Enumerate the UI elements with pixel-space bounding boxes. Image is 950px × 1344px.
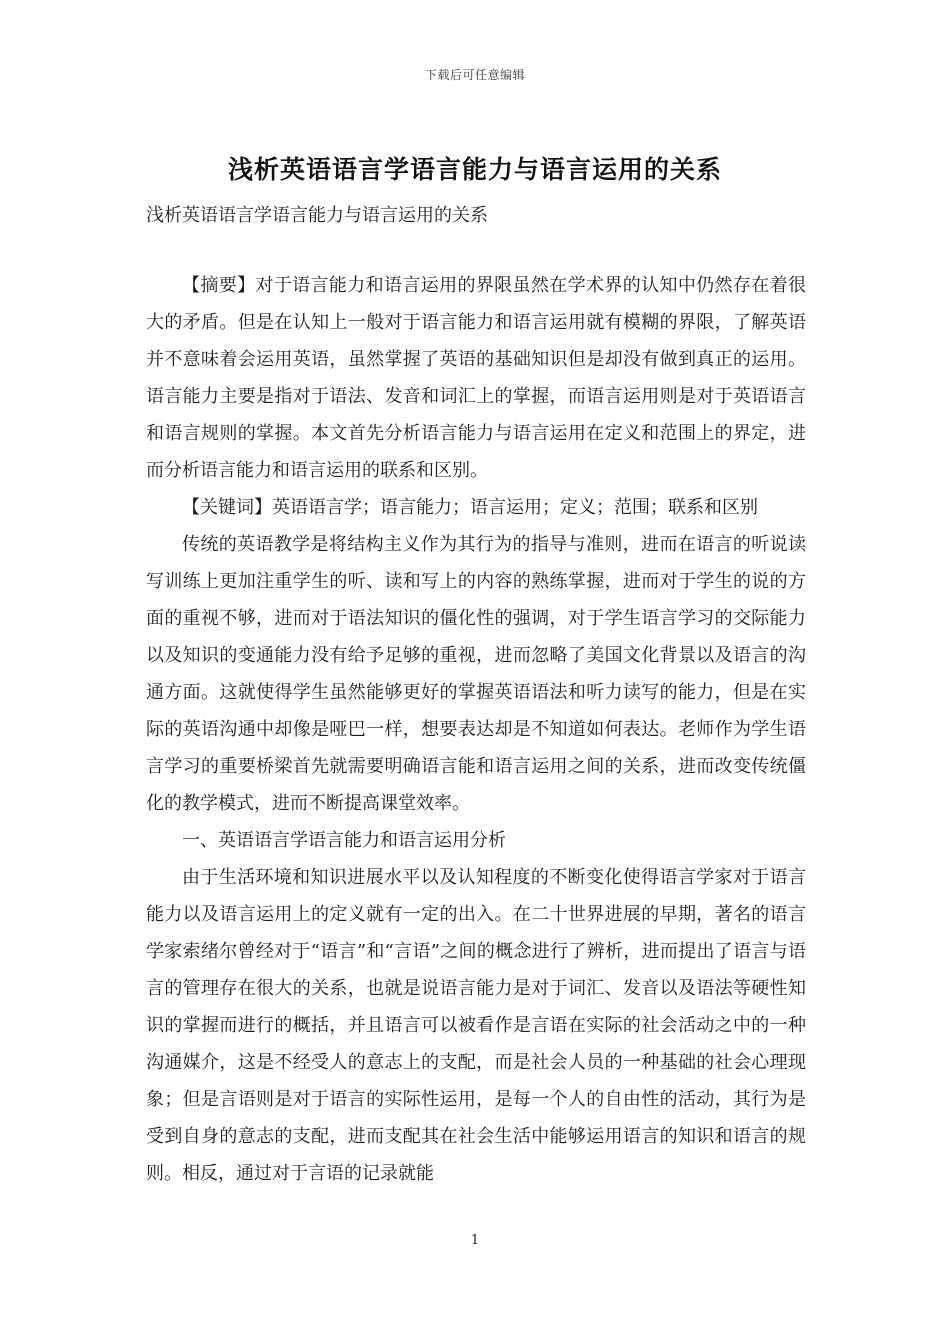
section-heading: 一、英语语言学语言能力和语言运用分析	[182, 830, 506, 851]
document-title: 浅析英语语言学语言能力与语言运用的关系	[227, 155, 722, 184]
intro-paragraph: 传统的英语教学是将结构主义作为其行为的指导与准则，进而在语言的听说读写训练上更加注重学生的听、读和写上的内容的熟练掌握，进而对于学生的说的方面的重视不够，进而对于语法知识的僵化性的强调，对于学生语言学习的交际能力以及知识的变通能力没有给予足够的重视，进而忽略了美国文化背景以及语言的沟通方面。这就使得学生虽然能够更好的掌握英语语法和听力读写的能力，但是在实际的英语沟通中却像是哑巴一样，想要表达却是不知道如何表达。老师作为学生语言学习的重要桥梁首先就需要明确语言能和语言运用之间的关系，进而改变传统僵化的教学模式，进而不断提高课堂效率。	[146, 534, 806, 814]
document-body	[146, 267, 806, 1192]
header-note: 下载后可任意编辑	[424, 68, 525, 82]
section-paragraph: 由于生活环境和知识进展水平以及认知程度的不断变化使得语言学家对于语言能力以及语言运用上的定义就有一定的出入。在二十世界进展的早期，著名的语言学家索绪尔曾经对于“语言”和“言语”之间的概念进行了辨析，进而提出了语言与语言的管理存在很大的关系，也就是说语言能力是对于词汇、发音以及语法等硬性知识的掌握而进行的概括，并且语言可以被看作是言语在实际的社会活动之中的一种沟通媒介，这是不经受人的意志上的支配，而是社会人员的一种基础的社会心理现象；但是言语则是对于语言的实际性运用，是每一个人的自由性的活动，其行为是受到自身的意志的支配，进而支配其在社会生活中能够运用语言的知识和语言的规则。相反，通过对于言语的记录就能	[146, 867, 806, 1184]
page-number: 1	[470, 1233, 480, 1248]
keywords-paragraph: 【关键词】英语语言学；语言能力；语言运用；定义；范围；联系和区别	[182, 497, 758, 518]
document-subtitle: 浅析英语语言学语言能力与语言运用的关系	[146, 205, 488, 226]
abstract-paragraph: 【摘要】对于语言能力和语言运用的界限虽然在学术界的认知中仍然存在着很大的矛盾。但是在认知上一般对于语言能力和语言运用就有模糊的界限，了解英语并不意味着会运用英语，虽然掌握了英语的基础知识但是却没有做到真正的运用。语言能力主要是指对于语法、发音和词汇上的掌握，而语言运用则是对于英语语言和语言规则的掌握。本文首先分析语言能力与语言运用在定义和范围上的界定，进而分析语言能力和语言运用的联系和区别。	[146, 275, 806, 481]
